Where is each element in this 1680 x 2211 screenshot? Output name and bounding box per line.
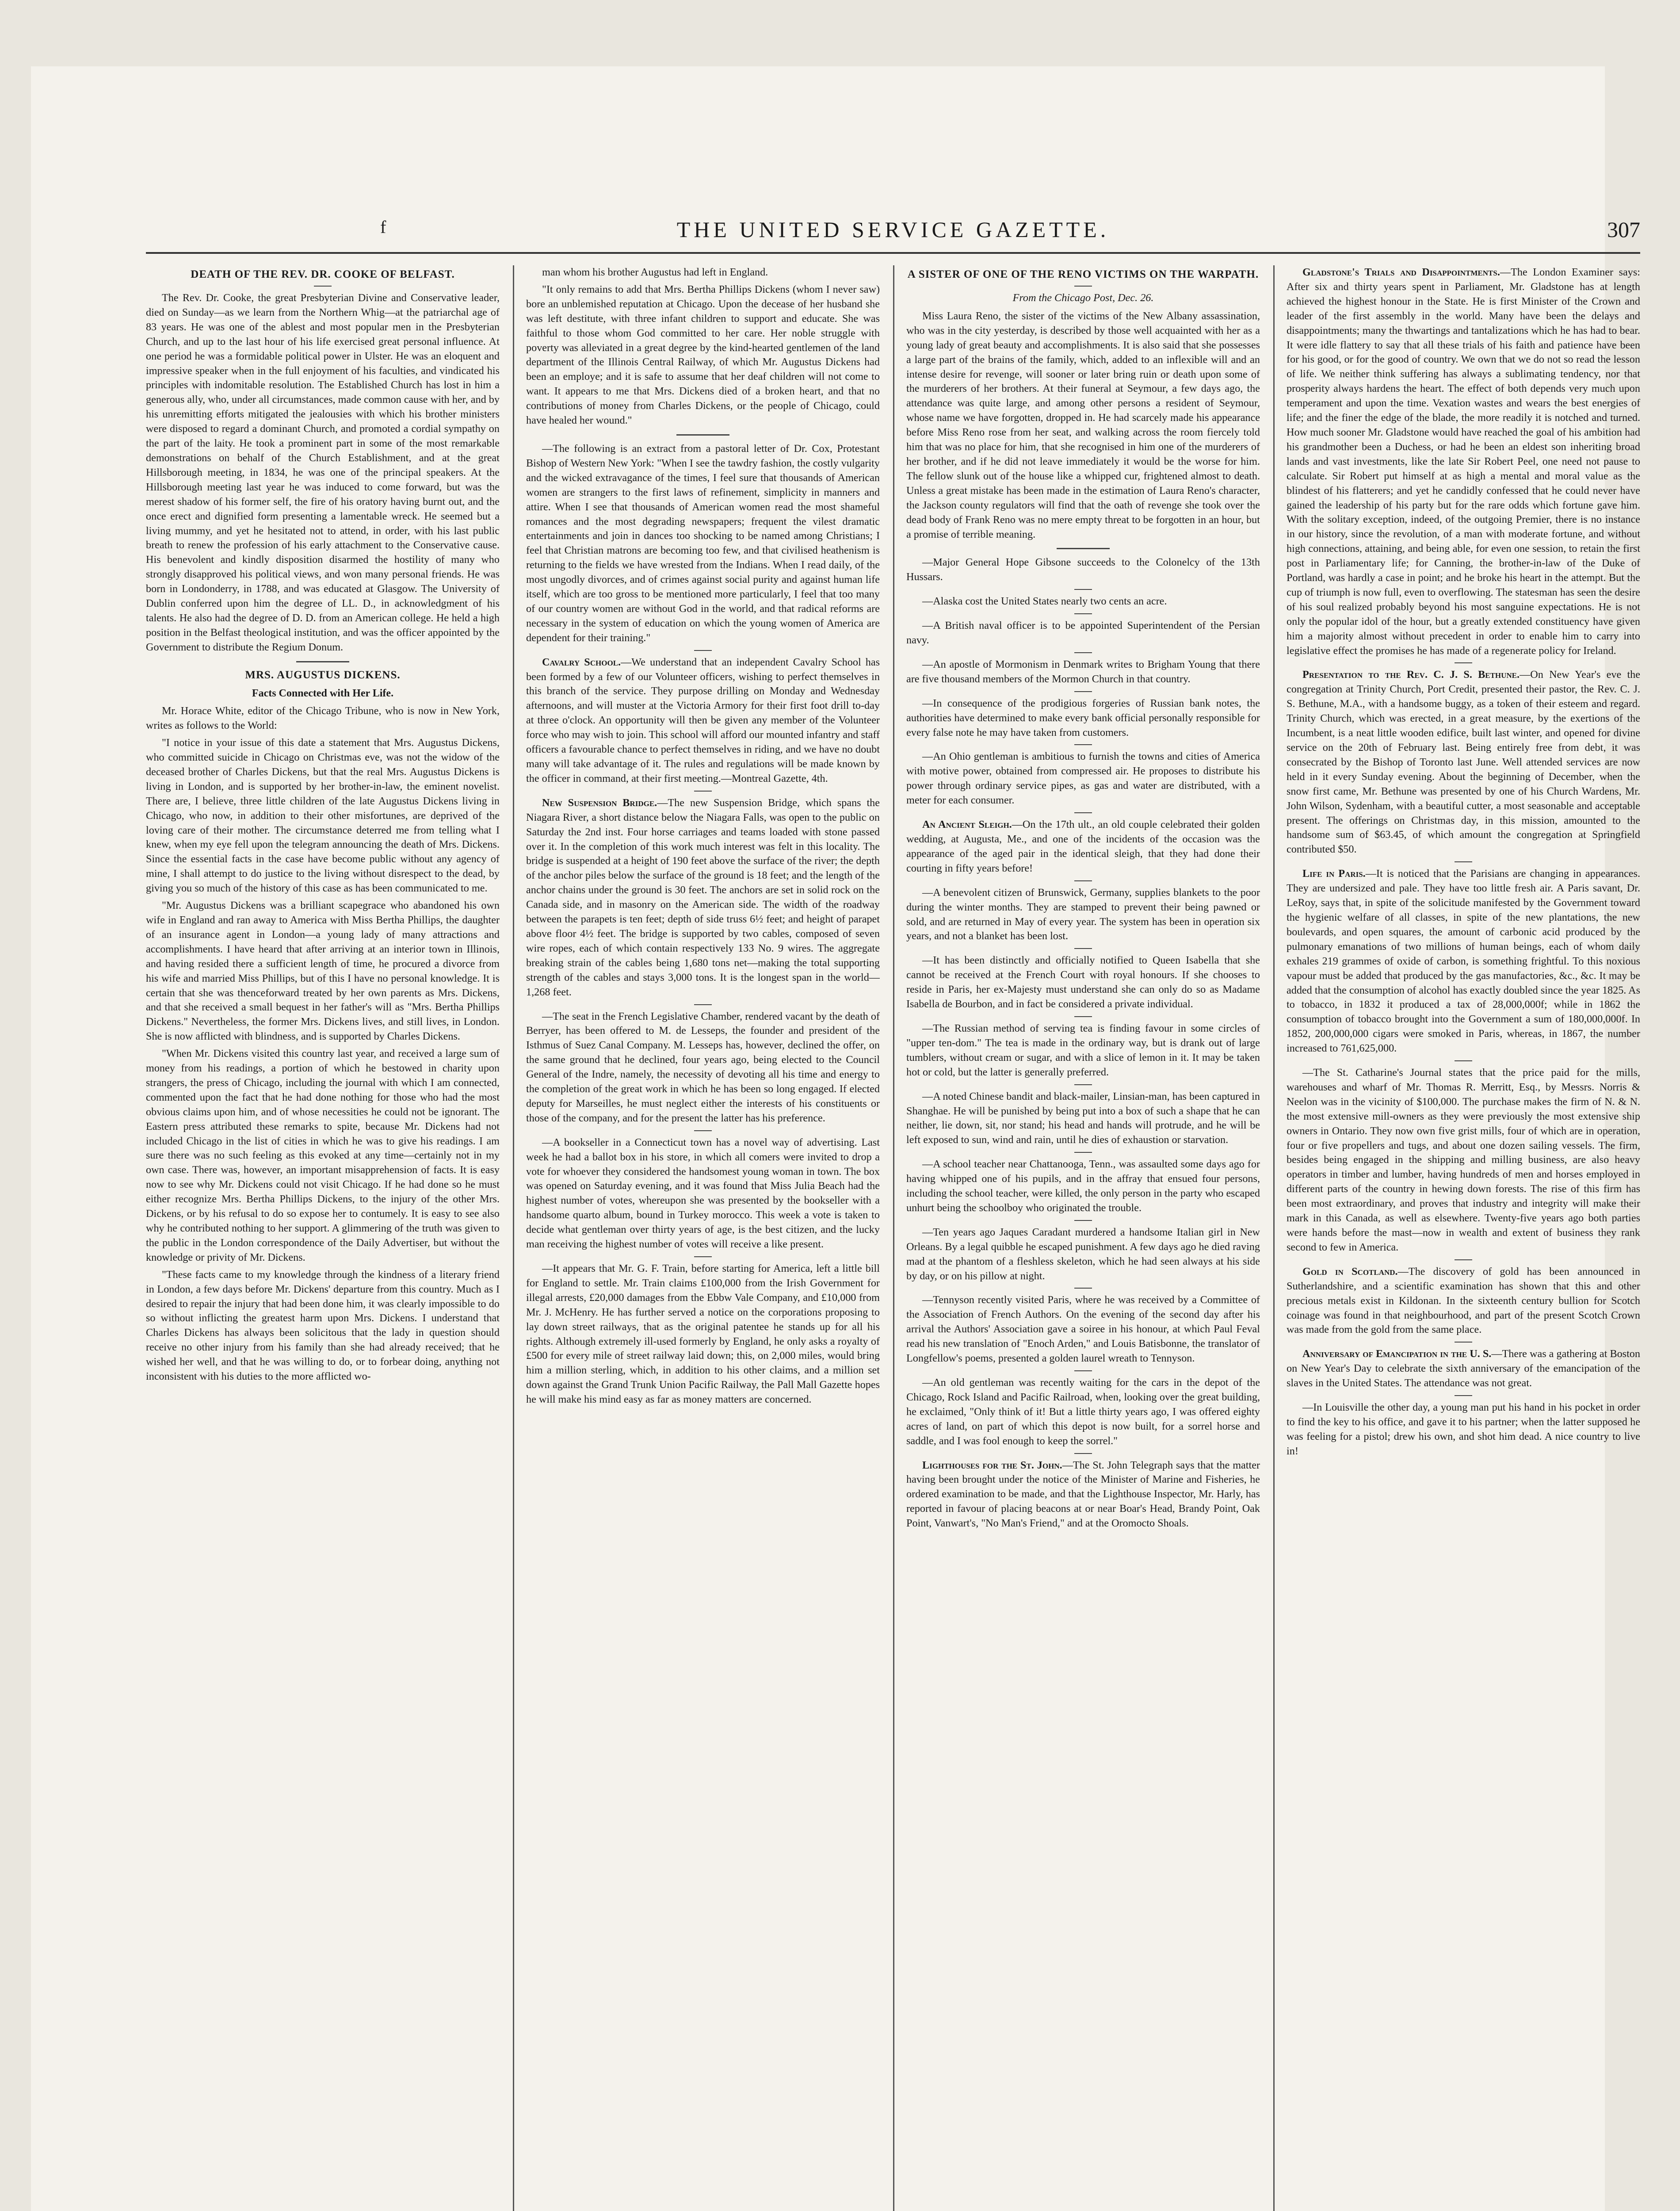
item-text: —On the 17th ult., an old couple celebrated their golden wedding, at Augusta, Me., and one of the incidents of the occasion was the appearance of the aged pair in the identical sleigh, that they had done their courting in fifty years before! — [906, 819, 1260, 874]
paragraph: "I notice in your issue of this date a statement that Mrs. Augustus Dickens, who committed suicide in Chicago on Christmas eve, was not the widow of the deceased brother of Charles Dickens, but that the real Mrs. Augustus Dickens is living in London, and is supported by her brother-in-law, the eminent novelist. There are, I believe, three little children of the late Augustus Dickens living in Chicago, who now, in addition to their other misfortunes, are deprived of the loving care of their mother. The circumstance deterred me from telling what I knew, when my eye fell upon the telegram announcing the death of Mrs. Dickens. Since the essential facts in the case have become public without any agency of mine, I shall attempt to do justice to the living without disrespect to the dead, by giving you so much of the history of this case as has been communicated to me. — [146, 737, 500, 895]
news-items — [1287, 265, 1640, 1459]
divider — [1074, 286, 1092, 287]
item-text: —In consequence of the prodigious forgeries of Russian bank notes, the authorities have determined to make every bank official personally responsible for every false note he may have taken from customers. — [906, 697, 1260, 738]
news-item — [526, 655, 880, 786]
paragraph: man whom his brother Augustus had left in England. — [542, 266, 768, 278]
divider — [296, 661, 349, 662]
divider — [694, 650, 712, 651]
news-item — [526, 1010, 880, 1126]
divider — [1455, 1259, 1472, 1260]
news-item — [1287, 668, 1640, 857]
divider — [314, 286, 332, 287]
column-rule — [513, 265, 514, 2211]
item-lead: Presentation to the Rev. C. J. S. Bethune. — [1302, 669, 1520, 681]
item-text: —The discovery of gold has been announced in Sutherlandshire, and a scientific examination has shown that this and other precious metals exist in Kildonan. In the sixteenth century bullion for Scotch coinage was found in that neighbourhood, and part of the present Scotch Crown was made from the gold from the same place. — [1287, 1265, 1640, 1336]
news-item — [1287, 1347, 1640, 1391]
item-text: —The Russian method of serving tea is finding favour in some circles of "upper ten-dom." The tea is made in the ordinary way, but is drank out of large tumblers, without cream or sugar, and with a slice of lemon in it. It may be taken hot or cold, but the latter is generally preferred. — [906, 1022, 1260, 1078]
item-text: —Alaska cost the United States nearly two cents an acre. — [922, 595, 1167, 608]
news-item — [906, 619, 1260, 648]
column-3 — [906, 265, 1260, 2211]
article-cooke-body: The Rev. Dr. Cooke, the great Presbyterian Divine and Conservative leader, died on Sunday—as we learn from the Northern Whig—at the patriarchal age of 83 years. He was one of the ablest and most popular men in the Presbyterian Church, and up to the last hour of his life exercised great personal influence. At one period he was a formidable political power in Ulster. He was an eloquent and impressive speaker when in the full enjoyment of his faculties, and vindicated his principles with indomitable resolution. The Established Church has lost in him a generous ally, who, under all circumstances, made common cause with her, and by his unremitting efforts mitigated the jealousies with which his brother ministers were disposed to regard a dominant Church, and promoted a cordial sympathy on the part of the laity. He took a prominent part in some of the most remarkable demonstrations on behalf of the Church Establishment, and at the great Hillsborough meeting, in 1834, he was one of the principal speakers. At the Hillsborough meeting last year he was induced to come forward, but was the merest shadow of his former self, the fire of his oratory having burnt out, and the once erect and dignified form presenting a lamentable wreck. He seemed but a living mummy, and yet he hesitated not to attend, in order, with his last public breath to renew the profession of his early attachment to the Conservative cause. His benevolent and kindly disposition disarmed the hostility of many who strongly disapproved his political views, and won many personal friends. He was born in Londonderry, in 1788, and was educated at Glasgow. The University of Dublin conferred upon him the degree of LL. D., in acknowledgment of his talents. He also had the degree of D. D. from an American college. He held a high position in the Belfast theological institution, and was the officer appointed by the Government to distribute the Regium Donum. — [146, 292, 500, 653]
divider — [1074, 1288, 1092, 1289]
news-item — [906, 1225, 1260, 1284]
divider — [1074, 1152, 1092, 1153]
item-text: —An apostle of Mormonism in Denmark writes to Brigham Young that there are five thousand members of the Mormon Church in that country. — [906, 658, 1260, 685]
item-text: —The St. Catharine's Journal states that the price paid for the mills, warehouses and wharf of Mr. Thomas R. Merritt, Esq., by Messrs. Norris & Neelon was in the vicinity of $100,000. The purchase makes the firm of N. & N. the most extensive mill-owners as they were previously the most extensive ship owners in Ontario. They now own five grist mills, four of which are in operation, four or five propellers and tugs, and about one dozen sailing vessels. The firm, besides being engaged in the shipping and milling business, are also heavy operators in timber and lumber, having hundreds of men and horses employed in different parts of the country in hewing down forests. The rise of this firm has been most extraordinary, and proves that industry and integrity will make their mark in this Canada, as well as elsewhere. Twenty-five years ago both parties were hands before the mast—now in wealth and extent of business they rank second to few in America. — [1287, 1067, 1640, 1253]
paragraph: "When Mr. Dickens visited this country last year, and received a large sum of money from his readings, a portion of which he bestowed in charity upon strangers, the press of Chicago, including the journal with which I am connected, commented upon the fact that he had done nothing for those who had the most obvious claims upon him, and of whose necessities he could not be ignorant. The Eastern press attributed these remarks to spite, because Mr. Dickens had not included Chicago in the list of cities in which he was to give his readings. I am sure there was no such feeling as this evoked at any time—certainly not in my own case. There was, however, an important misapprehension of facts. It is easy now to see why Mr. Dickens could not visit Chicago. If he had done so he must either recognize Mrs. Bertha Phillips Dickens, to the injury of the other Mrs. Dickens, or by his refusal to do so expose her to contumely. It is easy to see also why he contributed nothing to her support. A glimmering of the truth was given to the public in the London correspondence of the Daily Advertiser, but without the knowledge or privity of Mr. Dickens. — [146, 1048, 500, 1263]
item-text: —Tennyson recently visited Paris, where he was received by a Committee of the Association of French Authors. On the evening of the second day after his arrival the Authors' Association gave a soiree in his honour, at which Paul Feval read his new translation of "Enoch Arden," and Louis Batisbonne, the translator of Longfellow's poems, presented a golden laurel wreath to Tennyson. — [906, 1294, 1260, 1365]
item-text: —We understand that an independent Cavalry School has been formed by a few of our Volunteer officers, wishing to perfect themselves in this branch of the service. They purpose drilling on Monday and Wednesday afternoons, and will muster at the Victoria Armory for their first foot drill to-day at three o'clock. An opportunity will then be given any member of the Volunteer force who may wish to join. This school will afford our mounted infantry and staff officers a favourable chance to perfect themselves in riding, and we have no doubt many will take advantage of it. The rules and regulations will be made known by the officer in command, at their first meeting.—Montreal Gazette, 4th. — [526, 656, 880, 784]
news-item — [906, 1157, 1260, 1216]
item-lead: Life in Paris. — [1302, 868, 1366, 880]
item-text: —A school teacher near Chattanooga, Tenn., was assaulted some days ago for having whipped one of his pupils, and in the affray that ensued four persons, including the school teacher, were killed, the only person in the party who escaped unhurt being the schoolboy who originated the trouble. — [906, 1158, 1260, 1214]
news-item — [906, 594, 1260, 609]
column-4 — [1287, 265, 1640, 2211]
headline-dickens: MRS. AUGUSTUS DICKENS. — [245, 669, 401, 681]
divider — [694, 1256, 712, 1257]
divider — [1074, 1370, 1092, 1371]
item-lead: Cavalry School. — [542, 656, 621, 668]
news-item — [906, 1293, 1260, 1366]
divider — [1074, 1084, 1092, 1085]
news-item — [906, 953, 1260, 1012]
column-2 — [526, 265, 880, 2211]
divider — [1074, 652, 1092, 653]
divider — [1074, 880, 1092, 881]
paragraph: "It only remains to add that Mrs. Bertha Phillips Dickens (whom I never saw) bore an unblemished reputation at Chicago. Upon the decease of her husband she was left destitute, with three infant children to support and educate. She was faithful to those whom God committed to her care. Her noble struggle with poverty was alleviated in a great degree by the kind-hearted gentlemen of the land department of the Illinois Central Railway, of which Mr. Augustus Dickens had been an employe; and it is safe to assume that her deaf children will not come to want. It appears to me that Mrs. Dickens died of a broken heart, and that no contributions of money from Charles Dickens, or the people of Chicago, could have healed her wound." — [526, 283, 880, 427]
divider — [676, 434, 729, 436]
news-item — [906, 818, 1260, 876]
item-text: —It appears that Mr. G. F. Train, before starting for America, left a little bill for England to settle. Mr. Train claims £100,000 from the Irish Government for illegal arrests, £20,000 damages from the Ebbw Vale Company, and £10,000 from Mr. J. McHenry. He has further served a notice on the corporations proposing to lay down street railways, that as the original patentee he stands up for all his rights. Although extremely ill-used formerly by England, he only asks a royalty of £500 for every mile of street railway laid down; this, on 2,000 miles, would bring him a million sterling, which, in addition to his other claims, and a million set down against the Grand Trunk Union Pacific Railway, the Pall Mall Gazette hopes he will make his mind easy as far as money matters are concerned. — [526, 1262, 880, 1406]
item-text: —The London Examiner says: After six and thirty years spent in Parliament, Mr. Gladstone has at length achieved the highest honour in the State. He is first Minister of the Crown and leader of the first assembly in the world. Many have been the delays and disappointments; many the thwartings and tantalizations which he has had to bear. It were idle flattery to say that all these trials of his faith and patience have been for his good, or for the good of country. We own that we do not so read the lesson of life. We neither think suffering has always a sublimating tendency, nor that prosperity always hardens the heart. The effect of both depends very much upon temperament and upon the time. Vexation wastes and wears the best energies of life; and the finer the edge of the blade, the more readily it is notched and turned. How much sooner Mr. Gladstone would have reached the goal of his ambition had his grandmother been a Duchess, or had he been an eldest son inheriting broad lands and vast investments, like the late Sir Robert Peel, one need not pause to calculate. Sir Robert put himself at as high a mental and moral value as the blindest of his flatterers; and yet he candidly confessed that he could never have gained the leadership of his party but for the rare odds which fortune gave him. With the solitary exception, indeed, of the outgoing Premier, there is no instance in our history, since the revolution, of a man with moderate fortune, and without high connections, attaining, and being able, for even one session, to retain the first post in Parliamentary life; for Canning, the brother-in-law of the Duke of Portland, was hardly a case in point; and he broke his heart in the attempt. But the cup of triumph is now full, even to overflowing. The statesman has seen the desire of his soul realized probably beyond his most sanguine expectations. He is not only the popular idol of the hour, but a greatly extended constituency have given him a majority almost without precedent in order to enable him to carry into legislative effect the promises he has made of a regenerate policy for Ireland. — [1287, 266, 1640, 657]
masthead — [146, 212, 1640, 254]
divider — [1074, 589, 1092, 590]
margin-mark: f — [380, 217, 386, 237]
divider — [1074, 948, 1092, 949]
item-text: —There was a gathering at Boston on New Year's Day to celebrate the sixth anniversary of the emancipation of the slaves in the United States. The attendance was not great. — [1287, 1348, 1640, 1389]
divider — [1455, 662, 1472, 663]
item-text: —It is noticed that the Parisians are changing in appearances. They are undersized and pale. They have too little fresh air. A Paris savant, Dr. LeRoy, says that, in spite of the solicitude manifested by the Government toward the hygienic welfare of all classes, in spite of the new plantations, the new boulevards, and open squares, the amount of carbonic acid produced by the pulmonary emanations of two millions of human beings, each of whom daily exhales 219 grammes of oxide of carbon, is something frightful. To this noxious vapour must be added that produced by the gas manufactories, &c., &c. It may be added that the consumption of alcohol has exactly doubled since the year 1825. As to tobacco, in 1832 it produced a tax of 28,000,000f; while in 1862 the consumption of tobacco brought into the Government a sum of 180,000,000f. In 1852, 200,000,000 cigars were smoked in Paris, whereas, in 1867, the number increased to 761,625,000. — [1287, 868, 1640, 1055]
subhead-dickens: Facts Connected with Her Life. — [252, 687, 394, 699]
item-text: —The following is an extract from a pastoral letter of Dr. Cox, Protestant Bishop of Western New York: "When I see the tawdry fashion, the costly vulgarity and the wicked extravagance of the times, I feel sure that thousands of American women are strangers to the first laws of refinement, simplicity in manners and attire. When I see that thousands of American women read the most shameful romances and the most degrading newspapers; frequent the vilest dramatic entertainments and join in dances too shocking to be named among Christians; I feel that Christian matrons are becoming too few, and that civilised heathenism is returning to the fields we have wrested from the Indians. When I read daily, of the most ungodly divorces, and of crimes against social purity and against human life itself, which are too gross to be mentioned more particularly, I feel that too many of our country women are without God in the world, and that radical reforms are necessary in the system of education on which the young women of America are dependent for their training." — [526, 442, 880, 644]
news-item — [906, 555, 1260, 585]
news-item — [526, 442, 880, 646]
item-text: —An old gentleman was recently waiting for the cars in the depot of the Chicago, Rock Island and Pacific Railroad, when, looking over the great building, he exclaimed, "Only think of it! But a little thirty years ago, I was offered eighty acres of land, on part of which this depot is now built, for a sorrel horse and saddle, and I was fool enough to keep the sorrel." — [906, 1377, 1260, 1447]
columns — [146, 265, 1640, 2211]
item-text: —The new Suspension Bridge, which spans the Niagara River, a short distance below the Niagara Falls, was open to the public on Saturday the 2nd inst. Four horse carriages and teams loaded with stone passed over it. In the completion of this work much interest was felt in this locality. The bridge is suspended at a height of 190 feet above the surface of the river; the depth of the anchor piles below the surface of the ground is 18 feet; and the length of the anchor chains under the ground is 30 feet. The anchors are set in solid rock on the Canada side, and in masonry on the American side. The width of the roadway between the parapets is ten feet; depth of side truss 6½ feet; and height of parapet above floor 4½ feet. The bridge is supported by two cables, composed of seven wire ropes, each of which contain respectively 133 No. 9 wires. The aggregate breaking strain of the cables being 1,680 tons net—making the total supporting strength of the cables and stays 3,000 tons. It is the longest span in the world—1,268 feet. — [526, 796, 880, 998]
divider — [1074, 613, 1092, 614]
news-item — [1287, 1066, 1640, 1255]
article-dickens-continuation — [526, 265, 880, 428]
news-items — [906, 555, 1260, 1531]
news-item — [906, 696, 1260, 740]
news-item — [1287, 265, 1640, 658]
item-text: —The seat in the French Legislative Chamber, rendered vacant by the death of Berryer, has been offered to M. de Lesseps, the founder and president of the Isthmus of Suez Canal Company. M. Lesseps has, however, declined the offer, on the same ground that he declined, four years ago, being elected to the Council General of the Indre, namely, the necessity of devoting all his time and energy to the completion of the great work in which he has been so long engaged. If elected deputy for Marseilles, he must neglect either the interests of his constituents or those of the company, and for the present the latter has his preference. — [526, 1010, 880, 1124]
page-number: 307 — [1607, 217, 1640, 242]
article-dickens-body — [146, 704, 500, 1384]
divider — [1074, 691, 1092, 692]
news-items — [526, 442, 880, 1407]
divider — [1074, 1016, 1092, 1017]
news-item — [906, 750, 1260, 808]
column-1 — [146, 265, 500, 2211]
column-rule — [1273, 265, 1275, 2211]
divider — [694, 791, 712, 792]
item-lead: An Ancient Sleigh. — [922, 819, 1012, 831]
headline-cooke: DEATH OF THE REV. DR. COOKE OF BELFAST. — [191, 268, 455, 280]
article-reno-body: Miss Laura Reno, the sister of the victims of the New Albany assassination, who was in the city yesterday, is described by those well acquainted with her as a young lady of great beauty and accomplishments. It is also said that she possesses a large part of the brains of the family, which, added to an inflexible will and an intense desire for revenge, will sooner or later bring ruin or death upon some of the murderers of her brothers. At their funeral at Seymour, a few days ago, the attendance was quite large, and among other persons a resident of Seymour, whose name we have forgotten, dropped in. He had scarcely made his appearance before Miss Reno rose from her seat, and walking across the room fiercely told him that was no place for him, that she recognised in him one of the murderers of her brother, and if he did not leave immediately it would be the worse for him. The fellow slunk out of the house like a whipped cur, frightened almost to death. Unless a great mistake has been made in the estimation of Laura Reno's character, the Jackson county regulators will find that the oath of revenge she took over the dead body of Frank Reno was no mere empty threat to be forgotten in an hour, but a promise of terrible meaning. — [906, 310, 1260, 540]
news-item — [906, 1021, 1260, 1080]
item-lead: Lighthouses for the St. John. — [922, 1459, 1062, 1471]
item-text: —Major General Hope Gibsone succeeds to the Colonelcy of the 13th Hussars. — [906, 556, 1260, 583]
paragraph: "Mr. Augustus Dickens was a brilliant scapegrace who abandoned his own wife in England and ran away to America with Miss Bertha Phillips, the daughter of an insurance agent in London—a young lady of many attractions and accomplishments. I have heard that after arriving at an interior town in Illinois, and having resided there a sufficient length of time, he procured a divorce from his wife and married Miss Phillips, but of this I have no personal knowledge. It is certain that she was thenceforward treated by her own parents as Mrs. Dickens, and that she received a small bequest in her father's will as "Mrs. Bertha Phillips Dickens." Nevertheless, the former Mrs. Dickens lives, and still lives, in London. She is now afflicted with blindness, and is supported by Charles Dickens. — [146, 899, 500, 1043]
item-text: —An Ohio gentleman is ambitious to furnish the towns and cities of America with motive power, obtained from compressed air. He proposes to distribute his power through ordinary service pipes, as gas and water are distributed, with a meter for each consumer. — [906, 750, 1260, 807]
divider — [1455, 1342, 1472, 1343]
item-text: —A British naval officer is to be appointed Superintendent of the Persian navy. — [906, 620, 1260, 646]
news-item — [1287, 1265, 1640, 1338]
news-item — [526, 796, 880, 1000]
news-item — [1287, 867, 1640, 1056]
item-lead: Gold in Scotland. — [1302, 1265, 1398, 1278]
divider — [1074, 744, 1092, 745]
item-text: —A bookseller in a Connecticut town has a novel way of advertising. Last week he had a ballot box in his store, in which all comers were invited to drop a vote for whoever they considered the handsomest young woman in town. The box was opened on Saturday evening, and it was found that Miss Julia Beach had the highest number of votes, whereupon she was presented by the bookseller with a handsome quarto album, bound in Turkey morocco. This week a vote is taken to decide what gentleman over thirty years of age, is the best citizen, and the lucky man receiving the highest number of votes will receive a like present. — [526, 1136, 880, 1251]
news-item — [906, 1458, 1260, 1531]
divider — [1074, 1453, 1092, 1454]
item-lead: Anniversary of Emancipation in the U. S. — [1302, 1348, 1492, 1360]
item-lead: Gladstone's Trials and Disappointments. — [1302, 266, 1500, 278]
item-text: —On New Year's eve the congregation at Trinity Church, Port Credit, presented their pastor, the Rev. C. J. S. Bethune, M.A., with a handsome buggy, as a token of their esteem and regard. Trinity Church, which was erected, in a great measure, by the exertions of the Incumbent, is a neat little wooden edifice, built last winter, and opened for divine service on the 20th of February last. Being entirely free from debt, it was consecrated by the Bishop of Toronto last June. Well attended services are now held in it every Sunday evening. About the beginning of December, when the snow first came, Mr. Bethune was presented by one of his Church Wardens, Mr. John Wilson, Sydenham, with a beautiful cutter, a most seasonable and acceptable present. The offerings on Christmas day, in this mission, amounted to the handsome sum of $63.45, of which amount the congregation at Springfield contributed $50. — [1287, 669, 1640, 856]
item-text: —The St. John Telegraph says that the matter having been brought under the notice of the Minister of Marine and Fisheries, he ordered examination to be made, and that the Lighthouse Inspector, Mr. Harly, has reported in favour of placing beacons at or near Boar's Head, Brandy Point, Oak Point, Vanwart's, "No Man's Friend," and at the Oromocto Shoals. — [906, 1459, 1260, 1530]
paragraph: "These facts came to my knowledge through the kindness of a literary friend in London, a few days before Mr. Dickens' departure from this country. Much as I desired to repair the injury that had been done him, it was clearly impossible to do so without inflicting the greatest harm upon Mrs. Dickens. I understand that Charles Dickens has always been solicitous that the lady in question should receive no other injury from his family than she had already received; that he wished her well, and that he was willing to do, or to forbear doing, anything not inconsistent with his duties to the more afflicted wo- — [146, 1268, 500, 1383]
newspaper-title: THE UNITED SERVICE GAZETTE. — [676, 217, 1110, 242]
news-item — [526, 1136, 880, 1252]
item-lead: New Suspension Bridge. — [542, 796, 657, 809]
news-item — [906, 1090, 1260, 1148]
item-text: —It has been distinctly and officially notified to Queen Isabella that she cannot be received at the French Court with royal honours. If she chooses to reside in Paris, her ex-Majesty must understand she can only do so as Madame Isabella de Bourbon, and in fact be considered a private individual. — [906, 954, 1260, 1010]
news-item — [906, 886, 1260, 944]
source-line: From the Chicago Post, Dec. 26. — [1012, 292, 1154, 304]
divider — [1455, 1395, 1472, 1396]
news-item — [1287, 1400, 1640, 1459]
divider — [1057, 548, 1110, 549]
divider — [694, 1004, 712, 1005]
divider — [1455, 1060, 1472, 1061]
paragraph: Mr. Horace White, editor of the Chicago Tribune, who is now in New York, writes as follows to the World: — [146, 705, 500, 732]
news-item — [526, 1262, 880, 1407]
item-text: —Ten years ago Jaques Caradant murdered a handsome Italian girl in New Orleans. By a legal quibble he escaped punishment. A few days ago he died raving mad at the phantom of a fleshless skeleton, which he had seen always at his side by day, or on his pillow at night. — [906, 1226, 1260, 1282]
divider — [1074, 812, 1092, 813]
divider — [1455, 861, 1472, 862]
divider — [1074, 1220, 1092, 1221]
column-rule — [893, 265, 894, 2211]
headline-reno: A SISTER OF ONE OF THE RENO VICTIMS ON THE WARPATH. — [907, 268, 1259, 280]
item-text: —In Louisville the other day, a young man put his hand in his pocket in order to find the key to his office, and gave it to his partner; when the latter supposed he was feeling for a pistol; drew his own, and shot him dead. A nice country to live in! — [1287, 1401, 1640, 1457]
news-item — [906, 658, 1260, 687]
divider — [694, 1130, 712, 1131]
news-item — [906, 1376, 1260, 1449]
item-text: —A noted Chinese bandit and black-mailer, Linsian-man, has been captured in Shanghae. He will be punished by being put into a box of such a shape that he can neither, lie down, sit, nor stand; his head and hands will protrude, and he will be left exposed to sun, wind and rain, until he dies of exhaustion or starvation. — [906, 1090, 1260, 1146]
item-text: —A benevolent citizen of Brunswick, Germany, supplies blankets to the poor during the winter months. They are stamped to prevent their being pawned or sold, and are returned in May of every year. The system has been in operation six years, and not a blanket has been lost. — [906, 886, 1260, 942]
